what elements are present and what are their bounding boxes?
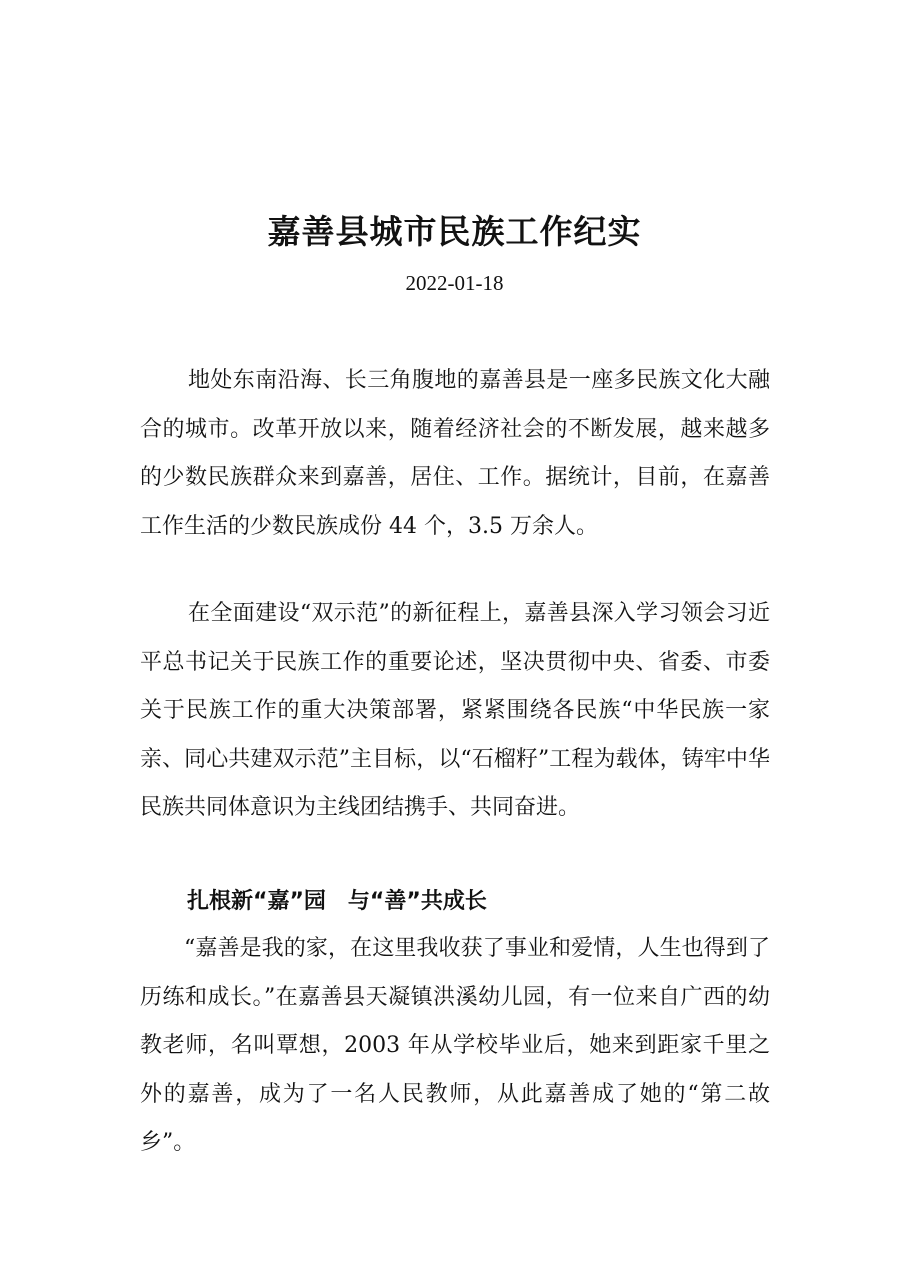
paragraph-story: “嘉善是我的家，在这里我收获了事业和爱情，人生也得到了历练和成长。”在嘉善县天凝镇洪溪幼儿园，有一位来自广西的幼教老师，名叫覃想，2003 年从学校毕业后，她来到距家千里之外的嘉善，成为了一名人民教师，从此嘉善成了她的“第二故乡”。 [140,936,770,1155]
publish-date: 2022-01-18 [405,271,504,295]
paragraph-intro: 地处东南沿海、长三角腹地的嘉善县是一座多民族文化大融合的城市。改革开放以来，随着经济社会的不断发展，越来越多的少数民族群众来到嘉善，居住、工作。据统计，目前，在嘉善工作生活的少数民族成份 44 个，3.5 万余人。 [140,368,770,539]
paragraph-mission: 在全面建设“双示范”的新征程上，嘉善县深入学习领会习近平总书记关于民族工作的重要论述，坚决贯彻中央、省委、市委关于民族工作的重大决策部署，紧紧围绕各民族“中华民族一家亲、同心共建双示范”主目标，以“石榴籽”工程为载体，铸牢中华民族共同体意识为主线团结携手、共同奋进。 [140,601,770,820]
section-heading: 扎根新“嘉”园 与“善”共成长 [187,889,487,914]
document-title: 嘉善县城市民族工作纪实 [267,212,642,251]
